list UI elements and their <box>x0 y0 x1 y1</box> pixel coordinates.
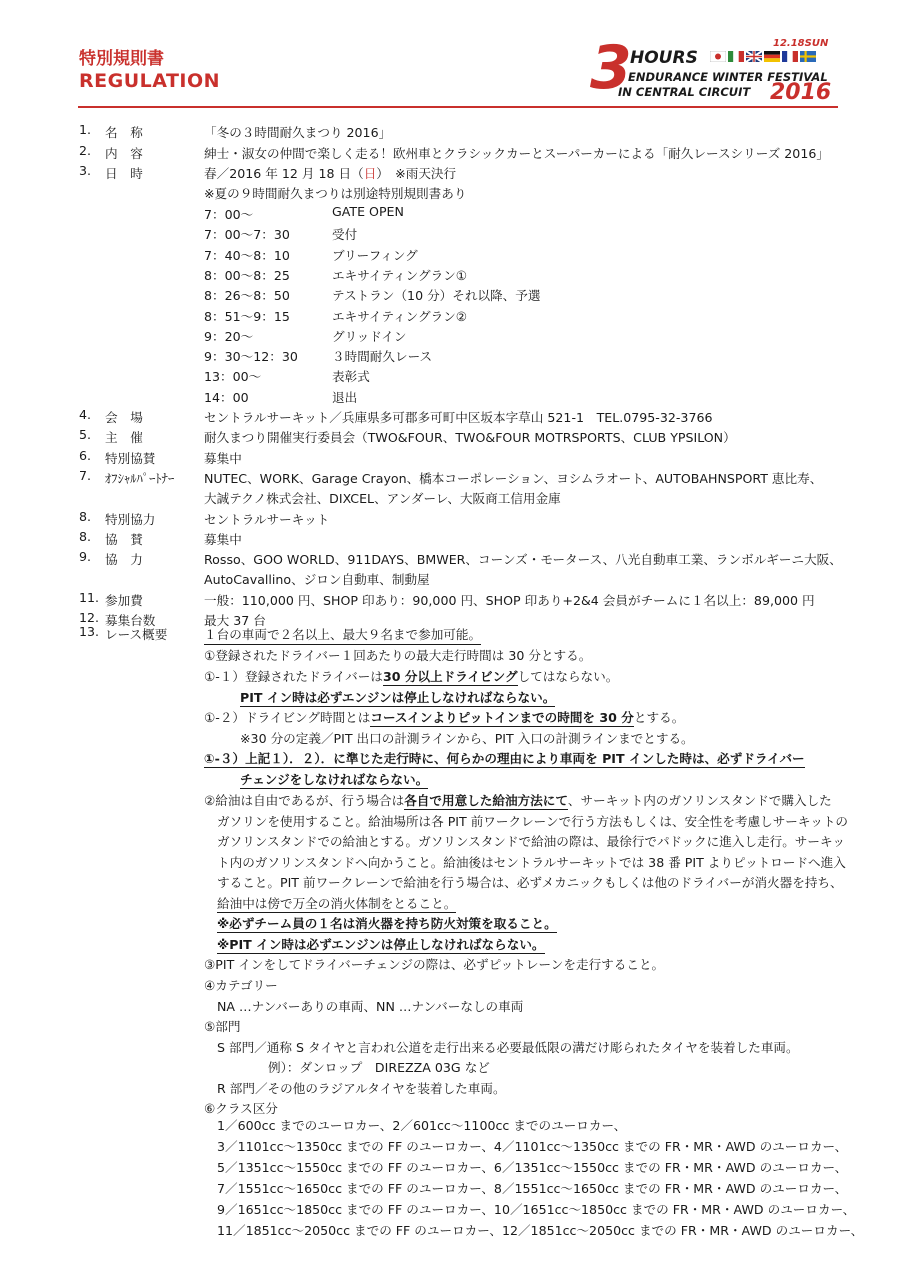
rule-2-line: ト内のガソリンスタンドへ向かうこと。給油後はセントラルサーキットでは 38 番 PIT よりピットロードへ進入 <box>217 855 846 870</box>
item-value: 大誠テクノ株式会社、DIXCEL、アンダーレ、大阪商工信用金庫 <box>204 491 561 507</box>
item-value: 耐久まつり開催実行委員会（TWO&FOUR、TWO&FOUR MOTRSPORTS、CLUB YPSILON） <box>204 430 736 446</box>
title-japanese: 特別規則書 <box>79 49 164 69</box>
logo-number: 3 <box>590 33 632 103</box>
emphasis: ①-３）上記１）．２）．に準じた走行時に、何らかの理由により車両を PIT インした時は、必ずドライバー <box>204 751 805 766</box>
item-number: 4. <box>79 407 92 422</box>
item-number: 3. <box>79 163 92 178</box>
rule-1-1 <box>204 666 618 685</box>
item-value: AutoCavallino、ジロン自動車、制動屋 <box>204 572 430 588</box>
rule-5-example: 例）：ダンロップ DIREZZA 03G など <box>268 1060 490 1075</box>
class-line: 3／1101cc〜1350cc までの FF のユーロカー、4／1101cc〜1350cc までの FR・MR・AWD のユーロカー、 <box>217 1139 848 1154</box>
rule-5-line: S 部門／通称 S タイヤと言われ公道を走行出来る必要最低限の溝だけ彫られたタイヤを装着した車両。 <box>217 1040 799 1055</box>
class-line: 11／1851cc〜2050cc までの FF のユーロカー、12／1851cc〜2050cc までの FR・MR・AWD のユーロカー、 <box>217 1223 864 1238</box>
item-label: 協 力 <box>105 552 143 568</box>
item-label: 特別協力 <box>105 511 156 527</box>
rule-2-warning <box>217 934 545 953</box>
logo-date: 12.18SUN <box>773 38 829 49</box>
race-intro: １台の車両で２名以上、最大９名まで参加可能。 <box>204 624 481 645</box>
item-label: 募集台数 <box>105 613 156 628</box>
logo-line2: IN CENTRAL CIRCUIT <box>618 85 751 99</box>
schedule-time: 7：00〜 <box>204 207 254 222</box>
item-number: 7. <box>79 467 92 483</box>
text: 、サーキット内のガソリンスタンドで購入した <box>567 793 832 808</box>
emphasis: 各自で用意した給油方法にて <box>404 793 568 808</box>
schedule-event: GATE OPEN <box>332 204 404 219</box>
rule-1-3 <box>204 748 805 767</box>
italy-flag-icon <box>728 51 744 62</box>
rule-1-3-cont <box>240 769 428 788</box>
schedule-time: 8：51〜9：15 <box>204 308 290 324</box>
emphasis: チェンジをしなければならない。 <box>240 772 429 787</box>
schedule-time: 7：40〜8：10 <box>204 247 290 263</box>
text: とする。 <box>633 710 685 725</box>
item-label: 内 容 <box>105 146 143 161</box>
rule-3: ③PIT インをしてドライバーチェンジの際は、必ずピットレーンを走行すること。 <box>204 957 665 972</box>
schedule-time: 13：00〜 <box>204 369 262 385</box>
item-value: 一般：110,000 円、SHOP 印あり：90,000 円、SHOP 印あり+2&4 会員がチームに１名以上：89,000 円 <box>204 592 815 608</box>
schedule-time: 14：00 <box>204 389 249 405</box>
item-value: Rosso、GOO WORLD、911DAYS、BMWER、コーンズ・モータース、八光自動車工業、ランボルギーニ大阪、 <box>204 552 842 568</box>
emphasis: ※PIT イン時は必ずエンジンは停止しなければならない。 <box>217 937 545 952</box>
item-value: 募集中 <box>204 531 242 547</box>
schedule-event: 退出 <box>332 389 358 405</box>
rule-1-2-note: ※30 分の定義／PIT 出口の計測ラインから、PIT 入口の計測ラインまでとする。 <box>240 731 694 746</box>
schedule-time: 8：26〜8：50 <box>204 288 290 304</box>
rule-6: ⑥クラス区分 <box>204 1101 278 1116</box>
schedule-time: 9：30〜12：30 <box>204 349 298 365</box>
logo-flags <box>710 51 816 62</box>
schedule-event: グリッドイン <box>332 328 407 344</box>
item-label: 協 賛 <box>105 531 143 547</box>
text: ②給油は自由であるが、行う場合は <box>204 793 405 808</box>
schedule-time: 8：00〜8：25 <box>204 267 290 283</box>
schedule-event: ３時間耐久レース <box>332 349 433 365</box>
date-text: 春／2016 年 12 月 18 日（ <box>204 166 364 181</box>
schedule-event: ブリーフィング <box>332 247 418 263</box>
rule-2-line: ガソリンを使用すること。給油場所は各 PIT 前ワークレーンで行う方法もしくは、安全性を考慮しサーキットの <box>217 814 849 829</box>
schedule-event: テストラン（10 分）それ以降、予選 <box>332 288 541 304</box>
emphasis: コースインよりピットインまでの時間を 30 分 <box>370 710 634 725</box>
japan-flag-icon <box>710 51 726 62</box>
rule-2-line: すること。PIT 前ワークレーンで給油を行う場合は、必ずメカニックもしくは他のドライバーが消火器を持ち、 <box>217 875 843 890</box>
rule-2-warning <box>217 913 557 932</box>
emphasis: 30 分以上ドライビング <box>382 669 518 684</box>
france-flag-icon <box>782 51 798 62</box>
item-value: セントラルサーキット／兵庫県多可郡多可町中区坂本字草山 521-1 TEL.0795-32-3766 <box>204 410 713 425</box>
class-line: 5／1351cc〜1550cc までの FF のユーロカー、6／1351cc〜1550cc までの FR・MR・AWD のユーロカー、 <box>217 1160 848 1175</box>
item-label: 会 場 <box>105 410 143 425</box>
day-of-week: 日 <box>363 166 377 181</box>
title-english: REGULATION <box>79 70 221 92</box>
item-value <box>204 163 456 182</box>
item-label: 特別協賛 <box>105 450 156 466</box>
item-number: 6. <box>79 447 92 463</box>
item-value: 「冬の３時間耐久まつり 2016」 <box>204 125 392 140</box>
schedule-time: 7：00〜7：30 <box>204 227 290 243</box>
rule-2-line: ガソリンスタンドでの給油とする。ガソリンスタンドで給油の際は、最徐行でパドックに進入し走行。サーキッ <box>217 834 845 849</box>
emphasis: PIT イン時は必ずエンジンは停止しなければならない。 <box>240 690 556 705</box>
item-number: 11. <box>79 589 100 605</box>
item-value: 募集中 <box>204 450 242 466</box>
rule-5-line: R 部門／その他のラジアルタイヤを装着した車両。 <box>217 1081 506 1096</box>
date-note: ） ※雨天決行 <box>376 166 457 181</box>
item-label: レース概要 <box>105 627 168 642</box>
item-number: 13. <box>79 624 100 639</box>
text: してはならない。 <box>517 669 619 684</box>
item-value: 紳士・淑女の仲間で楽しく走る！欧州車とクラシックカーとスーパーカーによる「耐久レースシリーズ 2016」 <box>204 146 829 161</box>
emphasis: 給油中は傍で万全の消火体制をとること。 <box>217 896 457 911</box>
class-line: 1／600cc までのユーロカー、2／601cc〜1100cc までのユーロカー、 <box>217 1118 627 1133</box>
item-number: 12. <box>79 610 100 625</box>
item-label: 参加費 <box>105 592 143 608</box>
item-number: 1. <box>79 122 92 137</box>
item-number: 9. <box>79 549 92 565</box>
schedule-event: 受付 <box>332 227 358 243</box>
item-label: 日 時 <box>105 166 143 181</box>
logo-hours: HOURS <box>630 48 698 68</box>
rule-2-line <box>217 893 456 912</box>
logo-line1: ENDURANCE WINTER FESTIVAL <box>628 70 828 84</box>
item-value: 最大 37 台 <box>204 613 266 628</box>
item-number: 8. <box>79 528 92 544</box>
uk-flag-icon <box>746 51 762 62</box>
logo-year: 2016 <box>770 80 832 105</box>
text: ①-２）ドライビング時間とは <box>204 710 371 725</box>
item-number: 2. <box>79 143 92 158</box>
class-line: 7／1551cc〜1650cc までの FF のユーロカー、8／1551cc〜1650cc までの FR・MR・AWD のユーロカー、 <box>217 1181 848 1196</box>
item-value: NUTEC、WORK、Garage Crayon、橋本コーポレーション、ヨシムラオート、AUTOBAHNSPORT 恵比寿、 <box>204 470 823 486</box>
schedule-time: 9：20〜 <box>204 328 254 344</box>
germany-flag-icon <box>764 51 780 62</box>
event-logo <box>590 33 840 108</box>
rule-1: ①登録されたドライバー１回あたりの最大走行時間は 30 分とする。 <box>204 648 592 663</box>
rule-4-line: NA …ナンバーありの車両、NN …ナンバーなしの車両 <box>217 999 524 1014</box>
item-number: 8. <box>79 508 92 524</box>
sweden-flag-icon <box>800 51 816 62</box>
rule-5: ⑤部門 <box>204 1019 241 1034</box>
class-line: 9／1651cc〜1850cc までの FF のユーロカー、10／1651cc〜1850cc までの FR・MR・AWD のユーロカー、 <box>217 1202 856 1217</box>
item-label: ｵﾌｼｬﾙﾊﾟｰﾄﾅｰ <box>105 470 175 486</box>
rule-2 <box>204 790 832 809</box>
item-label: 主 催 <box>105 430 143 446</box>
rule-1-1-note <box>240 687 555 706</box>
text: ①-１）登録されたドライバーは <box>204 669 383 684</box>
schedule-event: 表彰式 <box>332 369 370 385</box>
item-number: 5. <box>79 427 92 443</box>
item-value: セントラルサーキット <box>204 511 330 527</box>
schedule-event: エキサイティングラン② <box>332 308 468 324</box>
emphasis: ※必ずチーム員の１名は消火器を持ち防火対策を取ること。 <box>217 916 557 931</box>
schedule-event: エキサイティングラン① <box>332 267 468 283</box>
rule-4: ④カテゴリー <box>204 978 278 993</box>
rule-1-2 <box>204 707 684 726</box>
summer-note: ※夏の９時間耐久まつりは別途特別規則書あり <box>204 186 467 201</box>
item-label: 名 称 <box>105 125 143 140</box>
